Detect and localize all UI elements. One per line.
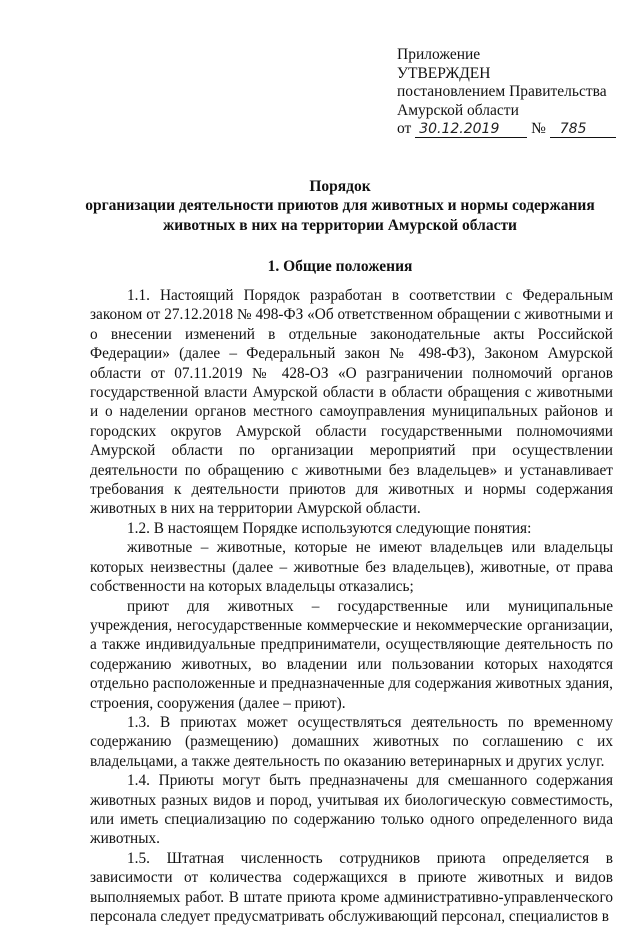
number-label: № xyxy=(531,120,546,138)
paragraph: животные – животные, которые не имеют владельцев или владельцы которых неизвестны (далее – животные без владельцев), животные, от права собственности на которых владельцы отказались; xyxy=(90,539,613,596)
resolution-number: 785 xyxy=(550,121,616,138)
paragraph: 1.4. Приюты могут быть предназначены для смешанного содержания животных разных видов и пород, учитывая их биологическую совместимость, или иметь специализацию по содержанию только одного определенного вида животных. xyxy=(90,772,613,848)
paragraph: 1.2. В настоящем Порядке используются следующие понятия: xyxy=(127,519,532,537)
date-number-line xyxy=(397,120,627,139)
region-label: Амурской области xyxy=(397,101,519,119)
document-subtitle-line-2: животных в них на территории Амурской области xyxy=(163,217,517,234)
approval-block xyxy=(397,46,627,139)
paragraph: 1.5. Штатная численность сотрудников приюта определяется в зависимости от количества содержащихся в приюте животных и видов выполняемых работ. В штате приюта кроме административно-управленческого персонала следует предусматривать обслуживающий персонал, специалистов в xyxy=(90,849,613,925)
paragraph: 1.1. Настоящий Порядок разработан в соответствии с Федеральным законом от 27.12.2018 № 498-ФЗ «Об ответственном обращении с животными и о внесении изменений в отдельные законодательные акты Российской Федерации» (далее – Федеральный закон № 498-ФЗ), Законом Амурской области от 07.11.2019 № 428-ОЗ «О разграничении полномочий органов государственной власти Амурской области в области обращения с животными и о наделении органов местного самоуправления муниципальных районов и городских округов Амурской области государственными полномочиями Амурской области по организации мероприятий при осуществлении деятельности по обращению с животными без владельцев» и устанавливает требования к деятельности приютов для животных и нормы содержания животных в них на территории Амурской области. xyxy=(90,287,613,518)
resolution-label: постановлением Правительства xyxy=(397,83,607,101)
document-title: Порядок xyxy=(309,178,371,195)
appendix-label: Приложение xyxy=(397,46,481,63)
paragraph: 1.3. В приютах может осуществляться деятельность по временному содержанию (размещению) домашних животных по соглашению с их владельцами, а также деятельность по оказанию ветеринарных и других услуг. xyxy=(90,713,613,770)
document-body xyxy=(90,286,613,926)
section-heading: 1. Общие положения xyxy=(267,258,413,275)
resolution-date: 30.12.2019 xyxy=(415,121,527,138)
paragraph: приют для животных – государственные или муниципальные учреждения, негосударственные коммерческие и некоммерческие организации, а также индивидуальные предприниматели, осуществляющие деятельность по содержанию животных, во владении или пользовании которых находятся отдельно расположенные и предназначенные для содержания животных здания, строения, сооружения (далее – приют). xyxy=(90,597,613,712)
document-subtitle-line-1: организации деятельности приютов для животных и нормы содержания xyxy=(85,197,595,214)
approved-label: УТВЕРЖДЕН xyxy=(397,64,491,82)
from-label: от xyxy=(397,120,412,138)
